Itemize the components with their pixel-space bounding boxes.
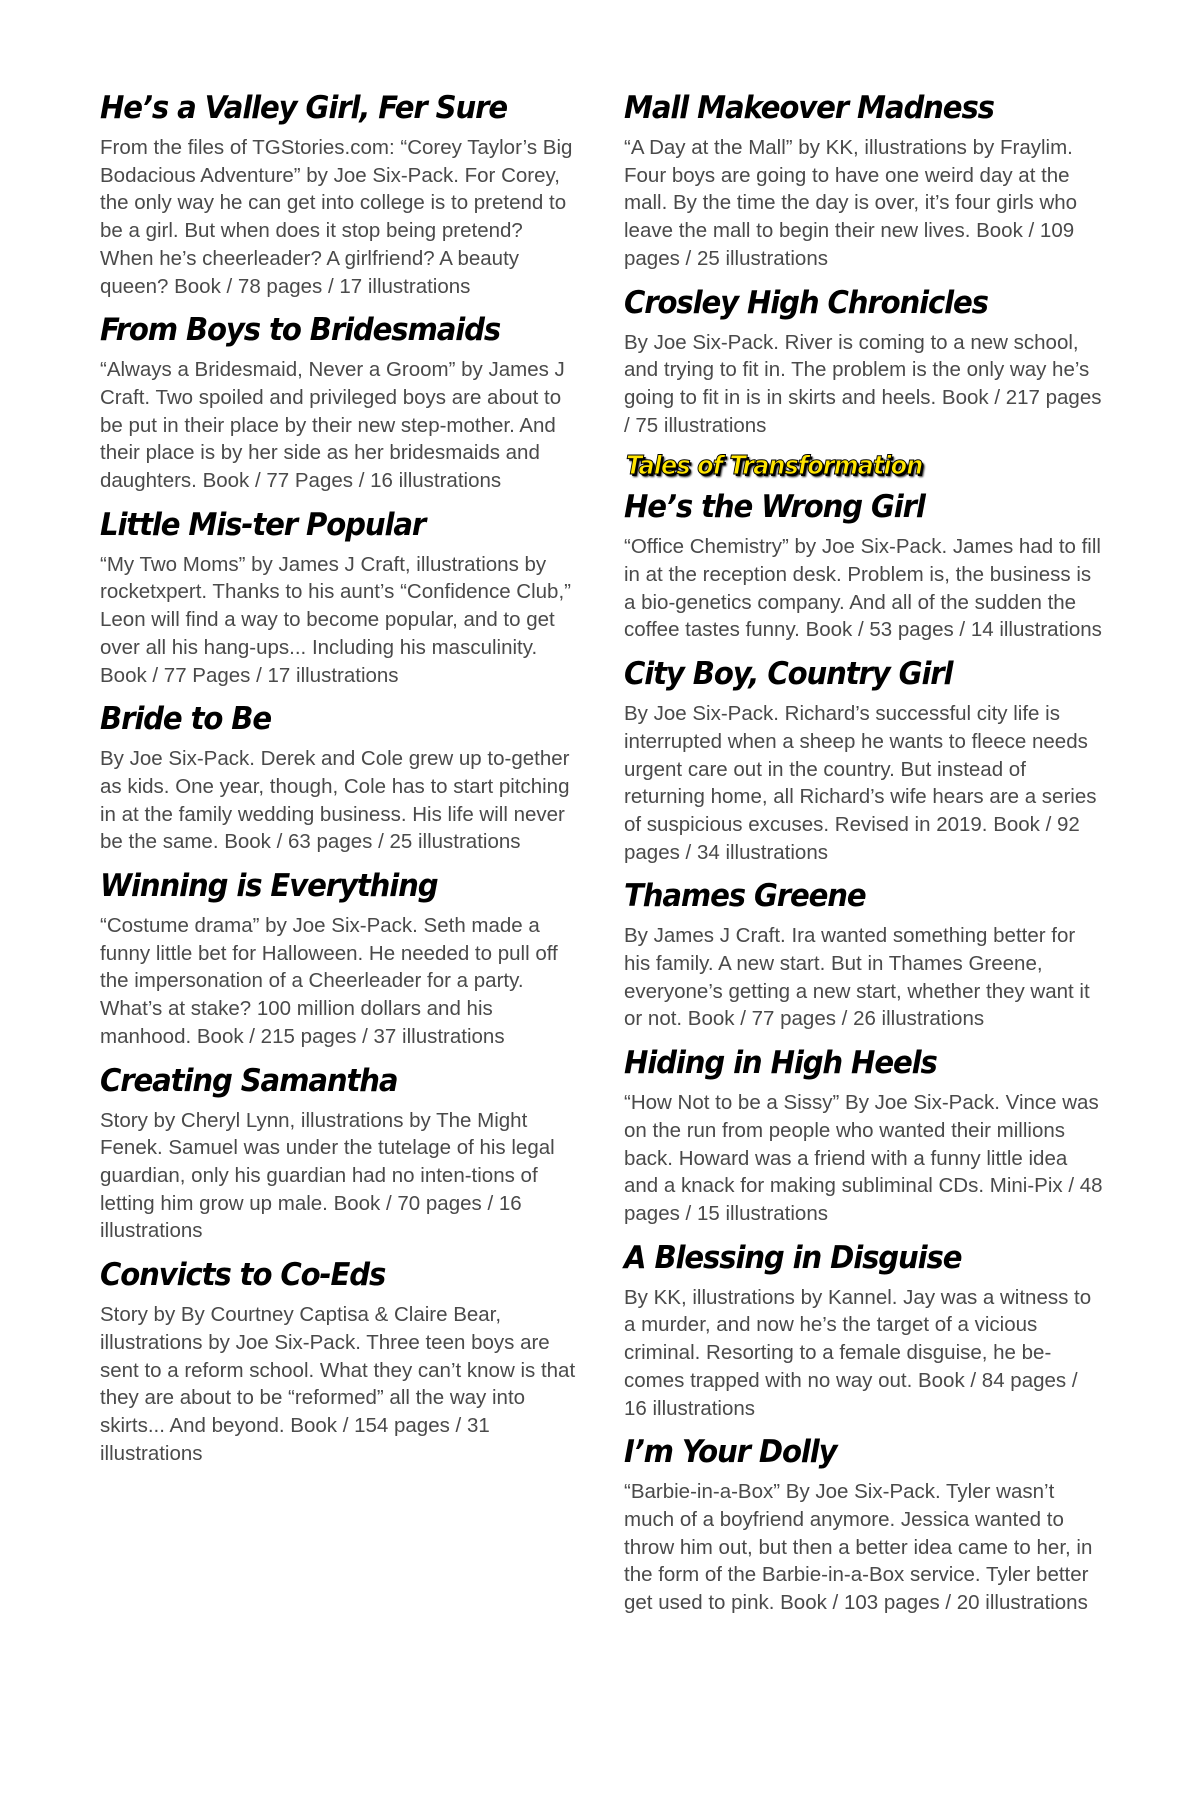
book-description: By James J Craft. Ira wanted something better for his family. A new start. But in Thames Greene, everyone’s getting a new start, whether they want it or not. Book / 77 pages / 26 illustrations bbox=[624, 924, 1090, 1031]
book-description: “Office Chemistry” by Joe Six-Pack. James had to fill in at the reception desk. Problem is, the business is a bio-genetics company. And all of the sudden the coffee tastes funny. Book / 53 pages / 14 illustrations bbox=[624, 535, 1102, 642]
book-title: Convicts to Co-Eds bbox=[100, 1257, 386, 1294]
book-description: “Costume drama” by Joe Six-Pack. Seth made a funny little bet for Halloween. He needed to pull off the impersonation of a Cheerleader for a party. What’s at stake? 100 million dollars and his manhood. Book / 215 pages / 37 illustrations bbox=[100, 914, 558, 1048]
book-description: “Barbie-in-a-Box” By Joe Six-Pack. Tyler wasn’t much of a boyfriend anymore. Jessica wanted to throw him out, but then a better idea came to her, in the form of the Barbie-in-a-Box service. Tyler better get used to pink. Book / 103 pages / 20 illustrations bbox=[624, 1480, 1093, 1615]
right-column bbox=[624, 88, 1104, 1627]
book-title: Hiding in High Heels bbox=[624, 1045, 937, 1082]
book-title: Winning is Everything bbox=[100, 868, 438, 905]
book-description: By Joe Six-Pack. Richard’s successful city life is interrupted when a sheep he wants to fleece needs urgent care out in the country. But instead of returning home, all Richard’s wife hears are a series of suspicious excuses. Revised in 2019. Book / 92 pages / 34 illustrations bbox=[624, 702, 1097, 864]
book-title: He’s the Wrong Girl bbox=[624, 489, 925, 526]
book-description: By Joe Six-Pack. Derek and Cole grew up to-gether as kids. One year, though, Cole has to start pitching in at the family wedding business. His life will never be the same. Book / 63 pages / 25 illustrations bbox=[100, 747, 570, 854]
book-entry bbox=[624, 1238, 1104, 1423]
book-description: From the files of TGStories.com: “Corey Taylor’s Big Bodacious Adventure” by Joe Six-Pack. For Corey, the only way he can get into college is to pretend to be a girl. But when does it stop being pretend? When he’s cheerleader? A girlfriend? A beauty queen? Book / 78 pages / 17 illustrations bbox=[100, 136, 573, 298]
book-title: I’m Your Dolly bbox=[624, 1434, 837, 1471]
book-title: Thames Greene bbox=[624, 878, 866, 915]
book-title: Creating Samantha bbox=[100, 1062, 398, 1099]
book-entry bbox=[100, 88, 580, 300]
book-description: By KK, illustrations by Kannel. Jay was a witness to a murder, and now he’s the target of a vicious criminal. Resorting to a female disguise, he be-comes trapped with no way out. Book / 84 pages / 16 illustrations bbox=[624, 1285, 1092, 1420]
book-title: City Boy, Country Girl bbox=[624, 656, 953, 693]
book-entry bbox=[624, 876, 1104, 1033]
book-entry bbox=[100, 1255, 580, 1467]
book-entry bbox=[624, 88, 1104, 273]
book-description: “My Two Moms” by James J Craft, illustrations by rocketxpert. Thanks to his aunt’s “Confidence Club,” Leon will find a way to become popular, and to get over all his hang-ups... Including his masculinity. Book / 77 Pages / 17 illustrations bbox=[100, 552, 571, 687]
book-entry bbox=[624, 654, 1104, 866]
book-entry bbox=[624, 1432, 1104, 1617]
book-title: Little Mis-ter Popular bbox=[100, 506, 426, 543]
book-entry bbox=[100, 699, 580, 856]
section-label: Tales of Transformation bbox=[626, 451, 923, 482]
book-entry bbox=[100, 1061, 580, 1246]
book-title: He’s a Valley Girl, Fer Sure bbox=[100, 90, 508, 126]
book-entry bbox=[624, 487, 1104, 644]
book-description: Story by Cheryl Lynn, illustrations by The Might Fenek. Samuel was under the tutelage of his legal guardian, only his guardian had no inten-tions of letting him grow up male. Book / 70 pages / 16 illustrations bbox=[100, 1108, 555, 1243]
book-entry bbox=[100, 505, 580, 690]
book-entry bbox=[100, 866, 580, 1051]
book-description: By Joe Six-Pack. River is coming to a new school, and trying to fit in. The problem is the only way he’s going to fit in is in skirts and heels. Book / 217 pages / 75 illustrations bbox=[624, 330, 1102, 437]
book-entry bbox=[100, 310, 580, 495]
book-entry bbox=[624, 1043, 1104, 1228]
book-title: A Blessing in Disguise bbox=[624, 1239, 962, 1276]
book-title: Bride to Be bbox=[100, 701, 272, 738]
book-title: Mall Makeover Madness bbox=[624, 90, 994, 126]
book-description: “How Not to be a Sissy” By Joe Six-Pack. Vince was on the run from people who wanted their millions back. Howard was a friend with a funny little idea and a knack for making subliminal CDs. Mini-Pix / 48 pages / 15 illustrations bbox=[624, 1091, 1103, 1225]
book-entry bbox=[624, 283, 1104, 440]
book-title: Crosley High Chronicles bbox=[624, 284, 988, 321]
book-description: “A Day at the Mall” by KK, illustrations by Fraylim. Four boys are going to have one weird day at the mall. By the time the day is over, it’s four girls who leave the mall to begin their new lives. Book / 109 pages / 25 illustrations bbox=[624, 136, 1078, 270]
book-title: From Boys to Bridesmaids bbox=[100, 312, 501, 349]
book-description: “Always a Bridesmaid, Never a Groom” by James J Craft. Two spoiled and privileged boys are about to be put in their place by their new step-mother. And their place is by her side as her bridesmaids and daughters. Book / 77 Pages / 16 illustrations bbox=[100, 358, 565, 493]
book-description: Story by By Courtney Captisa & Claire Bear, illustrations by Joe Six-Pack. Three teen boys are sent to a reform school. What they can’t know is that they are about to be “reformed” all the way into skirts... And beyond. Book / 154 pages / 31 illustrations bbox=[100, 1303, 576, 1465]
left-column bbox=[100, 88, 580, 1477]
